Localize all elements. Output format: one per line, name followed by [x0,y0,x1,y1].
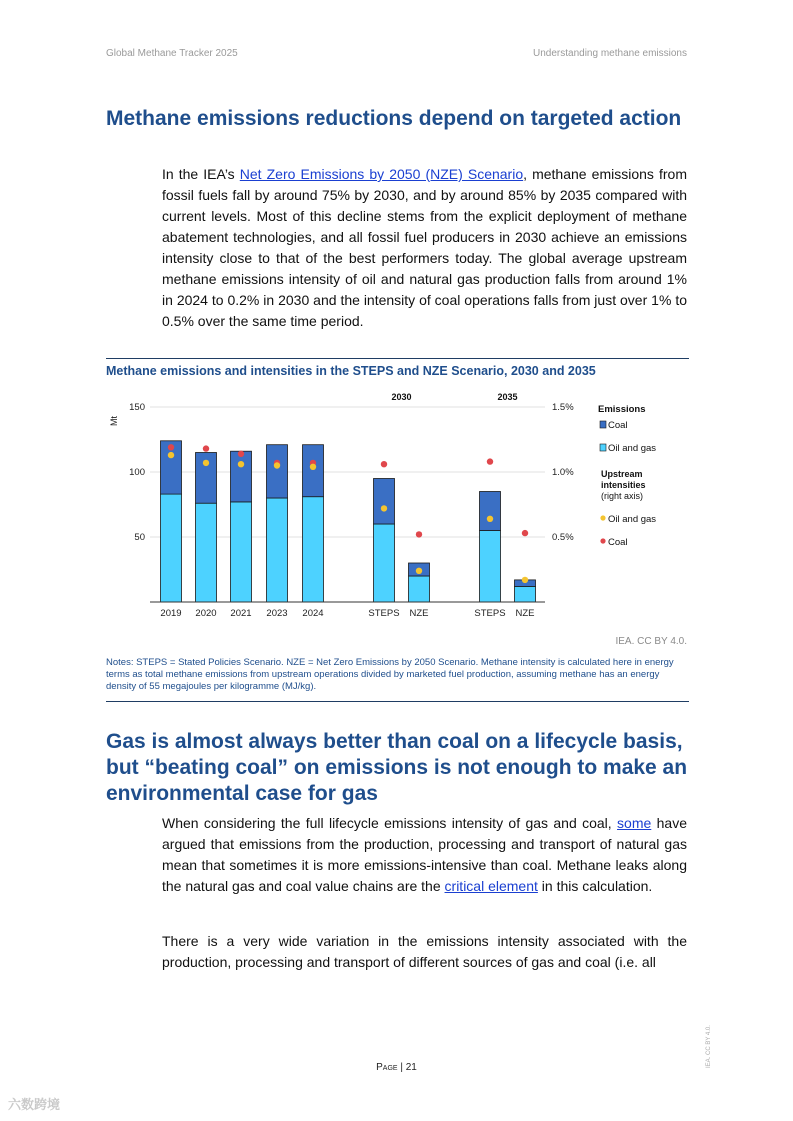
watermark-logo: 六数跨境 [8,1097,61,1112]
figure-notes: Notes: STEPS = Stated Policies Scenario. NZE = Net Zero Emissions by 2050 Scenario. Methane intensity is calculated here in energy terms as total methane emissions from upstream operations divided by marketed fuel production, assuming methane has an energy density of 55 megajoules per kilogramme (MJ/kg). [106,657,674,692]
x-tick-label: 2019 [160,608,182,619]
legend-label-oil-gas: Oil and gas [608,443,657,454]
header-report-title: Global Methane Tracker 2025 [106,48,238,59]
bar-oil-and-gas [515,586,536,602]
chart-points [168,444,528,583]
side-credit: IEA. CC BY 4.0. [706,1025,712,1068]
legend-label-int-coal: Coal [608,537,628,548]
methane-chart [100,385,690,625]
y2-tick-label: 0.5% [552,532,574,543]
group-label: 2030 [391,392,412,402]
bar-coal [267,445,288,498]
y2-tick-label: 1.0% [552,467,574,478]
bar-coal [231,451,252,502]
bar-coal [303,445,324,497]
y2-tick-label: 1.5% [552,402,574,413]
point-coal-intensity [168,444,174,450]
point-oil-gas-intensity [274,462,280,468]
figure-credit: IEA. CC BY 4.0. [615,636,687,647]
legend-swatch-oil-gas [600,444,606,451]
point-oil-gas-intensity [310,464,316,470]
figure-bottom-rule [106,701,689,702]
section-heading-reductions: Methane emissions reductions depend on targeted action [106,107,682,130]
bar-oil-and-gas [303,497,324,602]
page-number: Page | 21 [376,1062,417,1073]
x-tick-label: 2024 [302,608,324,619]
x-tick-label: STEPS [474,608,506,619]
chart-legend [598,404,656,548]
point-coal-intensity [487,458,493,464]
point-coal-intensity [238,451,244,457]
paragraph-lifecycle: When considering the full lifecycle emissions intensity of gas and coal, some have argued that emissions from the production, processing and transport of natural gas mean that sometimes it is more emissions-intensive than coal. Methane leaks along the natural gas and coal value chains are the critical element in this calculation. [162,815,687,894]
figure-top-rule [106,358,689,359]
bar-oil-and-gas [480,531,501,603]
legend-intensity-title-2: intensities [601,480,646,490]
group-label: 2035 [497,392,518,402]
point-coal-intensity [522,530,528,536]
link-critical-element[interactable]: critical element [444,878,538,894]
legend-emissions-title: Emissions [598,404,646,415]
y-tick-label: 150 [129,402,145,413]
point-oil-gas-intensity [522,577,528,583]
point-oil-gas-intensity [168,452,174,458]
legend-label-int-oil-gas: Oil and gas [608,514,657,525]
bar-oil-and-gas [374,524,395,602]
bar-oil-and-gas [161,494,182,602]
point-coal-intensity [203,445,209,451]
bar-coal [374,479,395,525]
figure-title: Methane emissions and intensities in the STEPS and NZE Scenario, 2030 and 2035 [106,364,596,378]
point-oil-gas-intensity [381,505,387,511]
bar-oil-and-gas [196,503,217,602]
point-coal-intensity [381,461,387,467]
bar-oil-and-gas [267,498,288,602]
x-tick-label: 2023 [266,608,288,619]
legend-dot-coal [600,538,605,543]
paragraph-variation: There is a very wide variation in the emissions intensity associated with the production, processing and transport of different sources of gas and coal (i.e. all [162,933,687,970]
bar-oil-and-gas [409,576,430,602]
bar-coal [480,492,501,531]
x-tick-label: NZE [409,608,429,619]
y-tick-label: 100 [129,467,145,478]
legend-label-coal: Coal [608,420,628,431]
legend-intensity-note: (right axis) [601,491,644,501]
point-oil-gas-intensity [203,460,209,466]
point-oil-gas-intensity [487,516,493,522]
legend-intensity-title: Upstream [601,469,643,479]
section-heading-gas-vs-coal: Gas is almost always better than coal on a lifecycle basis, but “beating coal” on emissions is not enough to make an environmental case for gas [106,730,688,805]
x-tick-label: 2021 [230,608,252,619]
header-chapter-title: Understanding methane emissions [533,48,687,59]
point-oil-gas-intensity [238,461,244,467]
y-axis-label: Mt [109,416,119,426]
paragraph-nze: In the IEA’s Net Zero Emissions by 2050 (NZE) Scenario, methane emissions from fossil fuels fall by around 75% by 2030, and by around 85% by 2035 compared with current levels. Most of this decline stems from the explicit deployment of methane abatement technologies, and all fossil fuel producers in 2030 achieve an emissions intensity close to that of the best performers today. The global average upstream methane emissions intensity of oil and natural gas production falls from around 1% in 2024 to 0.2% in 2030 and the intensity of coal operations falls from just over 1% to 0.5% over the same time period. [162,166,687,329]
x-tick-label: NZE [515,608,535,619]
x-tick-label: STEPS [368,608,400,619]
link-nze-scenario[interactable]: Net Zero Emissions by 2050 (NZE) Scenario [239,166,524,182]
legend-swatch-coal [600,421,606,428]
point-oil-gas-intensity [416,568,422,574]
y-tick-label: 50 [134,532,145,543]
bar-oil-and-gas [231,502,252,602]
link-some[interactable]: some [617,815,652,831]
point-coal-intensity [416,531,422,537]
x-tick-label: 2020 [195,608,217,619]
legend-dot-oil-gas [600,515,605,520]
chart-bars [161,441,536,602]
